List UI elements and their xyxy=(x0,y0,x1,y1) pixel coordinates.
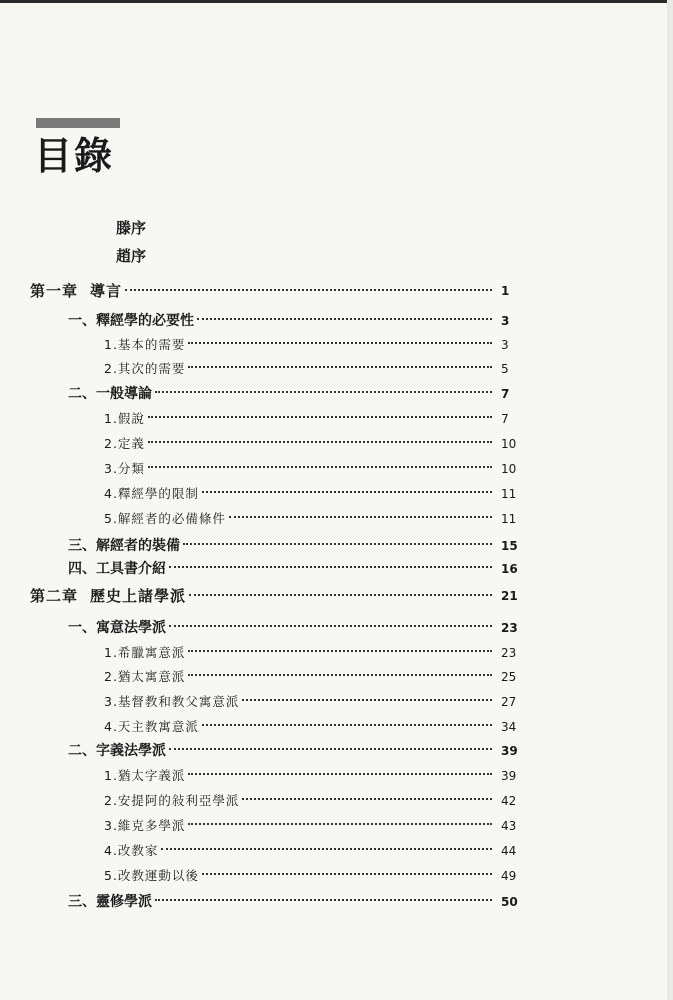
page-number: 23 xyxy=(501,621,518,635)
page-number: 43 xyxy=(501,819,517,833)
dot-leader xyxy=(188,823,492,825)
page-number: 3 xyxy=(501,338,509,352)
toc-subsection-entry xyxy=(104,840,517,862)
toc-subsection-entry xyxy=(104,458,517,480)
dot-leader xyxy=(188,674,492,676)
dot-leader xyxy=(188,342,492,344)
toc-entry-label: 4.改教家 xyxy=(104,843,159,858)
toc-section-entry xyxy=(68,310,510,332)
dot-leader xyxy=(125,289,492,291)
toc-section-entry xyxy=(68,891,518,913)
toc-subsection-entry xyxy=(104,433,517,455)
page-number: 3 xyxy=(501,314,510,328)
dot-leader xyxy=(202,724,492,726)
dot-leader xyxy=(155,391,492,393)
toc-subsection-entry xyxy=(104,765,517,787)
toc-entry-label: 4.釋經學的限制 xyxy=(104,486,199,501)
dot-leader xyxy=(242,798,492,800)
toc-section-entry xyxy=(68,558,518,580)
toc-entry-label: 2.定義 xyxy=(104,436,145,451)
toc-subsection-entry xyxy=(104,691,517,713)
chapter-number: 第二章 xyxy=(30,587,79,605)
toc-entry-label: 2.安提阿的敍利亞學派 xyxy=(104,793,240,808)
toc-chapter-entry xyxy=(30,585,518,607)
toc-entry-label: 一、釋經學的必要性 xyxy=(68,313,194,329)
toc-subsection-entry xyxy=(104,642,517,664)
toc-entry-label: 1.希臘寓意派 xyxy=(104,645,186,660)
toc-section-entry xyxy=(68,535,518,557)
page-number: 34 xyxy=(501,720,517,734)
dot-leader xyxy=(148,466,492,468)
dot-leader xyxy=(188,773,492,775)
toc-entry-label: 2.猶太寓意派 xyxy=(104,669,186,684)
toc-subsection-entry xyxy=(104,716,517,738)
dot-leader xyxy=(188,650,492,652)
page-number: 44 xyxy=(501,844,517,858)
toc-entry-label: 二、一般導論 xyxy=(68,386,152,402)
dot-leader xyxy=(148,416,492,418)
toc-entry-label: 1.基本的需要 xyxy=(104,337,186,352)
page-number: 21 xyxy=(501,589,518,603)
dot-leader xyxy=(169,625,492,627)
toc-subsection-entry xyxy=(104,865,517,887)
toc-entry-label: 2.其次的需要 xyxy=(104,361,186,376)
page-number: 5 xyxy=(501,362,509,376)
page-number: 27 xyxy=(501,695,517,709)
toc-subsection-entry xyxy=(104,815,517,837)
page-number: 25 xyxy=(501,670,517,684)
toc-subsection-entry xyxy=(104,334,509,356)
page-number: 11 xyxy=(501,512,517,526)
toc-section-entry xyxy=(68,740,518,762)
dot-leader xyxy=(242,699,492,701)
page-number: 16 xyxy=(501,562,518,576)
toc-entry-label xyxy=(30,280,122,302)
dot-leader xyxy=(188,366,492,368)
page-number: 23 xyxy=(501,646,517,660)
page-number: 15 xyxy=(501,539,518,553)
toc-entry-label: 三、解經者的裝備 xyxy=(68,538,180,554)
toc-entry-label: 1.猶太字義派 xyxy=(104,768,186,783)
dot-leader xyxy=(202,491,492,493)
toc-entry-label: 3.基督教和教父寓意派 xyxy=(104,694,240,709)
preface-item: 趙序 xyxy=(116,247,147,265)
page-number: 10 xyxy=(501,437,517,451)
dot-leader xyxy=(161,848,492,850)
dot-leader xyxy=(169,748,492,750)
toc-entry-label: 四、工具書介紹 xyxy=(68,561,166,577)
page-number: 50 xyxy=(501,895,518,909)
toc-entry-label: 二、字義法學派 xyxy=(68,743,166,759)
chapter-number: 第一章 xyxy=(30,282,79,300)
toc-entry-label: 4.天主教寓意派 xyxy=(104,719,199,734)
toc-entry-label xyxy=(30,585,186,607)
page-number: 7 xyxy=(501,412,509,426)
toc-subsection-entry xyxy=(104,666,517,688)
dot-leader xyxy=(229,516,492,518)
toc-section-entry xyxy=(68,617,518,639)
dot-leader xyxy=(189,594,492,596)
dot-leader xyxy=(183,543,492,545)
page-number: 42 xyxy=(501,794,517,808)
toc-entry-label: 3.維克多學派 xyxy=(104,818,186,833)
page-number: 10 xyxy=(501,462,517,476)
page-number: 39 xyxy=(501,769,517,783)
dot-leader xyxy=(169,566,492,568)
page-number: 7 xyxy=(501,387,510,401)
preface-item: 滕序 xyxy=(116,219,147,237)
dot-leader xyxy=(155,899,492,901)
page-number: 1 xyxy=(501,284,510,298)
toc-entry-label: 三、靈修學派 xyxy=(68,894,152,910)
toc-entry-label: 3.分類 xyxy=(104,461,145,476)
toc-subsection-entry xyxy=(104,358,509,380)
toc-entry-label: 5.改教運動以後 xyxy=(104,868,199,883)
chapter-title: 導言 xyxy=(90,282,123,300)
toc-subsection-entry xyxy=(104,408,509,430)
toc-entry-label: 5.解經者的必備條件 xyxy=(104,511,226,526)
page-number: 49 xyxy=(501,869,517,883)
toc-subsection-entry xyxy=(104,790,517,812)
page-title: 目錄 xyxy=(34,134,115,178)
toc-entry-label: 一、寓意法學派 xyxy=(68,620,166,636)
toc-chapter-entry xyxy=(30,280,510,302)
dot-leader xyxy=(148,441,492,443)
toc-subsection-entry xyxy=(104,483,517,505)
dot-leader xyxy=(202,873,492,875)
toc-section-entry xyxy=(68,383,510,405)
chapter-title: 歷史上諸學派 xyxy=(90,587,187,605)
page-number: 39 xyxy=(501,744,518,758)
dot-leader xyxy=(197,318,492,320)
toc-entry-label: 1.假說 xyxy=(104,411,145,426)
page-number: 11 xyxy=(501,487,517,501)
toc-subsection-entry xyxy=(104,508,517,530)
